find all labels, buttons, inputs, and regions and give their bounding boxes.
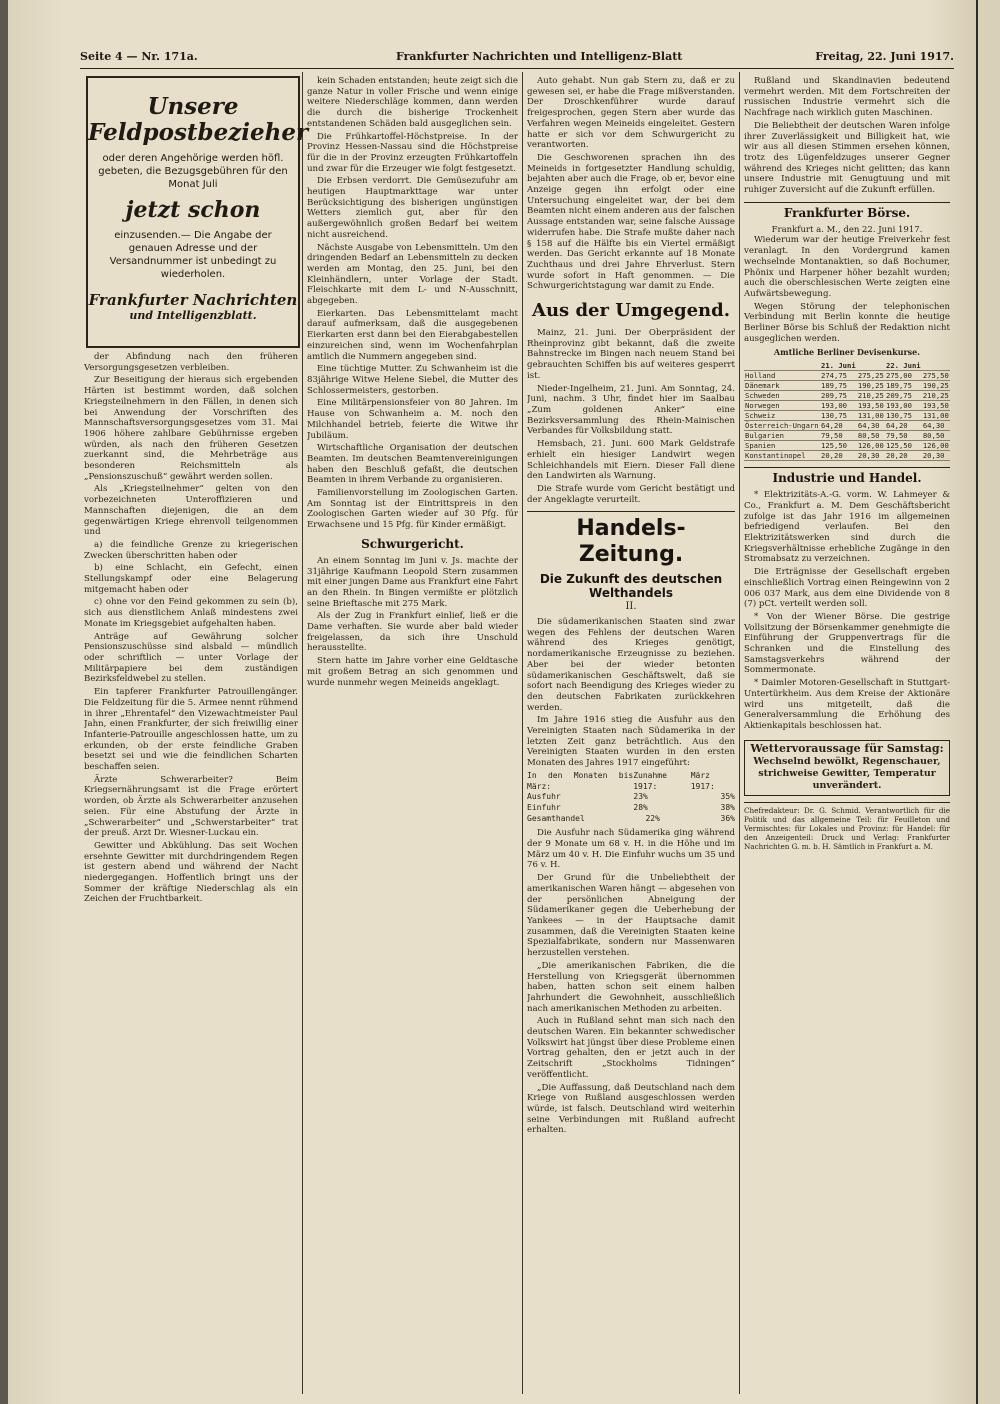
- notice-title: Unsere Feldpostbezieher: [88, 93, 309, 146]
- table-header-row: [744, 361, 950, 371]
- subscription-notice-box: [86, 76, 309, 348]
- table-cell: 189,75: [885, 381, 922, 391]
- article-paragraph: Als der Zug in Frankfurt einlief, ließ er die Dame verhaften. Sie wurde aber bald wieder freigelassen, da sich ihre Unschuld herausstellte.: [307, 611, 518, 654]
- article-paragraph: Zur Beseitigung der hieraus sich ergebenden Härten ist bestimmt worden, daß solchen Kriegsteilnehmern in den Fällen, in denen sich bei Anwendung der Vorschriften des Mannschaftsversorgungsgesetzes vom 31. Mai 1906 höhere zahlbare Gebührnisse ergeben würden, als nach den früheren Gesetzen zuerkannt sind, die Mehrbeträge aus besonderen Reichsmitteln als „Pensionszuschuß“ gewährt werden sollen.: [84, 375, 298, 482]
- article-paragraph: Die Erbsen verdorrt. Die Gemüsezufuhr am heutigen Hauptmarkttage war unter Berücksichtigung des bisherigen ungünstigen Wetters ziemlich gut, aber für den außergewöhnlich großen Bedarf bei weitem nicht ausreichend.: [307, 176, 518, 240]
- industrie-heading: Industrie und Handel.: [744, 467, 950, 486]
- table-cell: 28%: [633, 802, 648, 812]
- article-paragraph: Mainz, 21. Juni. Der Oberpräsident der Rheinprovinz gibt bekannt, daß die zweite Bahnstrecke im Bingen nach neuem Stand bei gebrauchten Schiffen bis auf weiteres gesperrt ist.: [527, 328, 735, 381]
- table-cell: Konstantinopel: [744, 451, 820, 461]
- table-row: [527, 814, 735, 825]
- article-paragraph: Die südamerikanischen Staaten sind zwar wegen des Fehlens der deutschen Waren während des Krieges genötigt, nordamerikanische Erzeugnisse zu beziehen. Aber bei der wieder betonten südamerikanischen Geschäftswelt, daß sie sofort nach Beendigung des Krieges wieder zu den deutschen Fabrikaten zurückkehren werden.: [527, 617, 735, 713]
- article-paragraph: Die Geschworenen sprachen ihn des Meineids in fortgesetzter Handlung schuldig, bejahten aber auch die Frage, ob er, bevor eine Anzeige gegen ihn erfolgt oder eine Untersuchung eingeleitet war, der bei dem Beamten nicht einem anderen aus der falschen Aussage entstanden war, seine falsche Aussage widerrufen habe. Die Strafe mußte daher nach § 158 auf die Hälfte bis ein Viertel ermäßigt werden. Das Gericht erkannte auf 18 Monate Zuchthaus und drei Jahre Ehrverlust. Stern wurde sofort in Haft genommen. — Die Schwurgerichtstagung war damit zu Ende.: [527, 152, 735, 292]
- notice-publisher-sub: und Intelligenzblatt.: [129, 309, 257, 322]
- table-cell: 193,00: [885, 401, 922, 411]
- article-paragraph: c) ohne vor den Feind gekommen zu sein (b), sich aus dienstlichem Anlaß mindestens zwei Monate im Kriegsgebiet aufgehalten haben.: [84, 597, 298, 629]
- devisen-heading: Amtliche Berliner Devisenkurse.: [773, 347, 921, 358]
- article-paragraph: Wiederum war der heutige Freiverkehr fest veranlagt. In den Vordergrund kamen wechselnde Montanaktien, so daß Bochumer, Phönix und Harpener höher bezahlt wurden; auch die oberschlesischen Werte zeigten eine Aufwärtsbewegung.: [744, 235, 950, 299]
- table-cell: 275,50: [922, 371, 949, 381]
- table-row: [744, 371, 950, 381]
- article-paragraph: Gewitter und Abkühlung. Das seit Wochen ersehnte Gewitter mit durchdringendem Regen ist gestern abend und während der Nacht niedergegangen. Hoffentlich bringt uns der Sommer der kräftige Niederschlag als ein Zeichen der Fruchtbarkeit.: [84, 840, 298, 905]
- notice-text: oder deren Angehörige werden höfl. gebeten, die Bezugsgebühren für den Monat Juli: [98, 153, 288, 190]
- table-cell: 20,20: [820, 451, 857, 461]
- table-cell: 64,20: [885, 421, 922, 431]
- table-cell: 190,25: [922, 381, 949, 391]
- table-cell: 20,30: [857, 451, 885, 461]
- table-cell: 210,25: [922, 391, 949, 401]
- table-header-cell: März 1917:: [690, 770, 715, 791]
- article-headline: Die Zukunft des deutschen Welthandels: [539, 572, 723, 601]
- article-paragraph: * Von der Wiener Börse. Die gestrige Vollsitzung der Börsenkammer genehmigte die Einführung der Gruppenvertrags für die Schranken und die Einstellung des Samstagsverkehrs während der Sommermonate.: [744, 611, 950, 676]
- table-cell: 79,50: [885, 431, 922, 441]
- article-paragraph: Die Beliebtheit der deutschen Waren infolge ihrer Zuverlässigkeit und Billigkeit hat, wie wir aus all diesen Stimmen ersehen können, trotz des Lügenfeldzuges unserer Gegner während des Krieges nicht gelitten; das kann unsere Industrie mit Genugtuung und mit ruhiger Zuversicht auf die Zukunft erfüllen.: [744, 120, 950, 196]
- article-paragraph: Im Jahre 1916 stieg die Ausfuhr aus den Vereinigten Staaten nach Südamerika in der letzten Zeit ganz beträchtlich. Aus den Vereinigten Staaten wurden in den ersten Monaten des Jahres 1917 eingeführt:: [527, 715, 735, 769]
- table-cell: Schweiz: [744, 411, 820, 421]
- article-paragraph: Die Strafe wurde vom Gericht bestätigt und der Angeklagte verurteilt.: [527, 483, 735, 505]
- article-paragraph: Rußland und Skandinavien bedeutend vermehrt werden. Mit dem Fortschreiten der russischen Industrie vermehrt sich die Nachfrage nach wirklich guten Maschinen.: [744, 76, 950, 119]
- article-paragraph: Familienvorstellung im Zoologischen Garten. Am Sonntag ist der Eintrittspreis in den Zoologischen Garten wieder auf 30 Pfg. für Erwachsene und 15 Pfg. für Kinder ermäßigt.: [307, 488, 518, 531]
- table-cell: 35%: [720, 792, 735, 802]
- table-cell: 22%: [645, 813, 660, 823]
- table-cell: Ausfuhr: [527, 792, 561, 802]
- table-header-cell: [857, 361, 885, 371]
- table-cell: Holland: [744, 371, 820, 381]
- table-cell: 36%: [720, 813, 735, 823]
- table-cell: 193,50: [857, 401, 884, 411]
- article-paragraph: Stern hatte im Jahre vorher eine Geldtasche mit großem Betrag an sich genommen und wurde nunmehr wegen Meineids angeklagt.: [307, 656, 518, 688]
- article-paragraph: * Elektrizitäts-A.-G. vorm. W. Lahmeyer & Co., Frankfurt a. M. Dem Geschäftsbericht zufolge ist das Jahr 1916 im allgemeinen befriedigend verlaufen. Bei den Elektrizitätswerken sind durch die Kriegsverhältnisse erhebliche Zugänge in den Stromabsatz zu verzeichnen.: [744, 490, 950, 565]
- table-cell: Spanien: [744, 441, 820, 451]
- table-header-cell: In den Monaten bis März:: [527, 770, 634, 791]
- page-header: [80, 50, 954, 68]
- table-cell: 190,25: [857, 381, 884, 391]
- article-paragraph: * Daimler Motoren-Gesellschaft in Stuttgart-Untertürkheim. Aus dem Kreise der Aktionäre wird uns mitgeteilt, daß die Generalversammlung die Erhöhung des Aktienkapitals beschlossen hat.: [744, 678, 950, 731]
- article-part-number: II.: [625, 601, 637, 613]
- table-header-cell: 21. Juni: [821, 361, 856, 371]
- column-rule: [302, 72, 303, 1394]
- article-paragraph: An einem Sonntag im Juni v. Js. machte der 31jährige Kaufmann Leopold Stern zusammen mit einer jungen Dame aus Frankfurt eine Fahrt an den Rhein. In Bingen vermißte er plötzlich seine Brieftasche mit 275 Mark.: [307, 555, 518, 609]
- article-paragraph: b) eine Schlacht, ein Gefecht, einen Stellungskampf oder eine Belagerung mitgemacht haben oder: [84, 563, 298, 595]
- table-cell: 80,50: [922, 431, 950, 441]
- table-row: [744, 411, 950, 421]
- table-cell: 80,50: [857, 431, 885, 441]
- table-cell: 209,75: [885, 391, 922, 401]
- table-cell: 189,75: [820, 381, 857, 391]
- table-cell: 20,30: [922, 451, 950, 461]
- table-cell: Einfuhr: [527, 802, 561, 812]
- article-paragraph: Eierkarten. Das Lebensmittelamt macht darauf aufmerksam, daß die ausgegebenen Eierkarten erst dann bei den Eierabgabestellen einzureichen sind, wenn im Wochenfahrplan amtlich die Nummern angegeben sind.: [307, 308, 518, 362]
- table-row: [744, 431, 950, 441]
- next-page-edge: [976, 0, 1000, 1404]
- table-cell: 126,00: [857, 441, 884, 451]
- article-paragraph: Die Frühkartoffel-Höchstpreise. In der Provinz Hessen-Nassau sind die Höchstpreise für die in der Provinz erzeugten Frühkartoffeln und zwar für die Erzeuger wie folgt festgesetzt.: [307, 131, 518, 174]
- weather-forecast: Wechselnd bewölkt, Regenschauer, strichweise Gewitter, Temperatur unverändert.: [753, 756, 941, 792]
- article-paragraph: a) die feindliche Grenze zu kriegerischen Zwecken überschritten haben oder: [84, 539, 298, 561]
- table-cell: Schweden: [744, 391, 820, 401]
- table-cell: 125,50: [885, 441, 922, 451]
- header-masthead: Frankfurter Nachrichten und Intelligenz-Blatt: [396, 50, 683, 63]
- article-paragraph: Eine Militärpensionsfeier von 80 Jahren. Im Hause von Schwanheim a. M. noch den Milchhandel betrieb, feierte die Witwe ihr Jubiläum.: [307, 398, 518, 441]
- article-paragraph: Auch in Rußland sehnt man sich nach den deutschen Waren. Ein bekannter schwedischer Volkswirt hat jüngst über diese Probleme einen Vortrag gehalten, den er jetzt auch in der Zeitschrift „Stockholms Tidningen“ veröffentlicht.: [527, 1016, 735, 1080]
- notice-highlight: jetzt schon: [125, 197, 261, 223]
- table-cell: 64,20: [820, 421, 857, 431]
- column-rule: [739, 72, 740, 1394]
- table-row: [527, 792, 735, 803]
- boerse-heading: Frankfurter Börse.: [744, 202, 950, 221]
- impressum: Chefredakteur: Dr. G. Schmid. Verantwortlich für die Politik und das allgemeine Teil: für Feuilleton und Vermischtes: für Lokales und Provinz: für Handel: für den Anzeigenteil: Druck und Verlag: Frankfurter Nachrichten G. m. b. H. Sämtlich in Frankfurt a. M.: [744, 802, 950, 851]
- trade-table-header: [527, 771, 735, 792]
- article-paragraph: Nieder-Ingelheim, 21. Juni. Am Sonntag, 24. Juni, nachm. 3 Uhr, findet hier im Saalbau „Zum goldenen Anker“ eine Bezirksversammlung des Rhein-Mainischen Verbandes für Volksbildung statt.: [527, 383, 735, 437]
- table-row: [744, 421, 950, 431]
- table-cell: 20,20: [885, 451, 922, 461]
- table-cell: 23%: [633, 792, 648, 802]
- article-paragraph: Als „Kriegsteilnehmer“ gelten von den vorbezeichneten Unteroffizieren und Mannschaften diejenigen, die an dem gegenwärtigen Kriege ehrenvoll teilgenommen und: [84, 484, 298, 538]
- table-header-cell: [922, 361, 950, 371]
- table-cell: 126,00: [922, 441, 949, 451]
- notice-publisher: Frankfurter Nachrichten: [88, 291, 298, 309]
- table-row: [744, 401, 950, 411]
- article-paragraph: Nächste Ausgabe von Lebensmitteln. Um den dringenden Bedarf an Lebensmitteln zu decken werden am Montag, den 25. Juni, bei den Kleinhändlern, unter Vorlage der Stadt. Fleischkarte mit dem L- und N-Ausschnitt, abgegeben.: [307, 242, 518, 307]
- section-heading: Aus der Umgegend.: [532, 300, 730, 322]
- table-cell: 131,00: [922, 411, 949, 421]
- article-paragraph: Wegen Störung der telephonischen Verbindung mit Berlin konnte die heutige Berliner Börse bis Schluß der Redaktion nicht ausgeglichen werden.: [744, 301, 950, 344]
- article-paragraph: Der Grund für die Unbeliebtheit der amerikanischen Waren hängt — abgesehen von der persönlichen Abneigung der Südamerikaner gegen die Ueberhebung der Yankees — in der Hauptsache damit zusammen, daß die Vereinigten Staaten keine Spezialfabrikate, sondern nur Massenwaren herzustellen verstehen.: [527, 873, 735, 959]
- devisen-table: [744, 361, 950, 461]
- table-cell: 275,25: [857, 371, 884, 381]
- table-cell: 64,30: [857, 421, 885, 431]
- weather-box: [744, 740, 950, 797]
- column-4: [744, 76, 950, 1398]
- article-paragraph: Eine tüchtige Mutter. Zu Schwanheim ist die 83jährige Witwe Helene Siebel, die Mutter des Schlossermeisters, gestorben.: [307, 364, 518, 396]
- table-row: [744, 451, 950, 461]
- article-paragraph: Anträge auf Gewährung solcher Pensionszuschüsse sind alsbald — mündlich oder schriftlich — unter Vorlage der Militärpapiere bei dem zuständigen Bezirksfeldwebel zu stellen.: [84, 631, 298, 685]
- section-heading: Schwurgericht.: [361, 536, 464, 551]
- table-cell: 193,00: [820, 401, 857, 411]
- handels-zeitung-title: Handels-Zeitung.: [527, 511, 735, 568]
- article-paragraph: „Die Auffassung, daß Deutschland nach dem Kriege von Rußland ausgeschlossen werden würde, ist falsch. Deutschland wird weiterhin seine Verbindungen mit Rußland aufrecht erhalten.: [527, 1082, 735, 1136]
- article-paragraph: kein Schaden entstanden; heute zeigt sich die ganze Natur in voller Frische und wenn einige weitere Niederschläge kommen, dann werden die durch die bisherige Trockenheit entstandenen Schäden bald ausgeglichen sein.: [307, 76, 518, 129]
- table-header-cell: Zunahme 1917:: [633, 770, 667, 791]
- table-cell: Norwegen: [744, 401, 820, 411]
- column-1: [84, 352, 298, 1398]
- table-cell: 64,30: [922, 421, 950, 431]
- table-row: [744, 381, 950, 391]
- table-cell: 38%: [720, 802, 735, 812]
- article-paragraph: Ein tapferer Frankfurter Patrouillengänger. Die Feldzeitung für die 5. Armee nennt rühmend in ihrer „Ehrentafel“ den Vizewachtmeister Paul Jahn, einen Frankfurter, der sich freiwillig einer Infanterie-Patrouille angeschlossen hatte, um zu erkunden, ob der erste feindliche Graben besetzt sei und wie die feindlichen Scharten beschaffen seien.: [84, 687, 298, 773]
- table-cell: 79,50: [820, 431, 857, 441]
- table-cell: 210,25: [857, 391, 884, 401]
- article-paragraph: Die Erträgnisse der Gesellschaft ergeben einschließlich Vortrag einen Reingewinn von 2 006 037 Mark, aus dem eine Dividende von 8 (7) pCt. verteilt werden soll.: [744, 567, 950, 610]
- table-cell: 193,50: [922, 401, 949, 411]
- trade-table: [527, 771, 735, 825]
- table-cell: Österreich-Ungarn: [745, 421, 819, 431]
- table-header-cell: [744, 361, 820, 371]
- article-paragraph: „Die amerikanischen Fabriken, die die Herstellung von Kriegsgerät übernommen haben, hatten schon seit einem halben Jahrhundert die Gewohnheit, ausschließlich nach amerikanischen Methoden zu arbeiten.: [527, 960, 735, 1014]
- article-paragraph: Ärzte Schwerarbeiter? Beim Kriegsernährungsamt ist die Frage erörtert worden, ob Ärzte als Schwerarbeiter anzusehen seien. Für eine Abstufung der Ärzte in „Schwerarbeiter“ und „Schwerstarbeiter“ trat der preuß. Arzt Dr. Wiesner-Luckau ein.: [84, 774, 298, 839]
- table-cell: Bulgarien: [744, 431, 820, 441]
- column-rule: [522, 72, 523, 1394]
- article-paragraph: Hemsbach, 21. Juni. 600 Mark Geldstrafe erhielt ein hiesiger Landwirt wegen Schleichhandels mit Eiern. Dieser Fall diene den Landwirten als Warnung.: [527, 439, 735, 482]
- article-paragraph: Auto gehabt. Nun gab Stern zu, daß er zu gewesen sei, er habe die Frage mißverstanden. Der Droschkenführer wurde darauf freigesprochen, gegen Stern aber wurde das Verfahren wegen Meineids eingeleitet. Gestern hatte er sich vor dem Schwurgericht zu verantworten.: [527, 76, 735, 151]
- table-cell: 209,75: [820, 391, 857, 401]
- header-page-number: Seite 4 — Nr. 171a.: [80, 50, 198, 63]
- table-cell: 125,50: [820, 441, 857, 451]
- table-cell: 275,00: [885, 371, 922, 381]
- table-row: [744, 441, 950, 451]
- boerse-dateline: Frankfurt a. M., den 22. Juni 1917.: [771, 224, 923, 235]
- article-paragraph: Wirtschaftliche Organisation der deutschen Beamten. Im deutschen Beamtenvereinigungen haben den Beschluß gefaßt, die deutschen Beamten in ihrem Verbande zu organisieren.: [307, 443, 518, 486]
- header-date: Freitag, 22. Juni 1917.: [815, 50, 954, 63]
- article-paragraph: der Abfindung nach den früheren Versorgungsgesetzen verbleiben.: [84, 352, 298, 373]
- table-cell: 131,00: [857, 411, 884, 421]
- column-3: [527, 76, 735, 1398]
- table-cell: 274,75: [820, 371, 857, 381]
- column-2: [307, 76, 518, 1398]
- table-row: [744, 391, 950, 401]
- table-row: [527, 803, 735, 814]
- weather-title: Wettervoraussage für Samstag:: [750, 741, 944, 755]
- table-cell: Dänemark: [744, 381, 820, 391]
- article-paragraph: Die Ausfuhr nach Südamerika ging während der 9 Monate um 68 v. H. in die Höhe und im März um 40 v. H. Die Einfuhr wuchs um 35 und 76 v. H.: [527, 828, 735, 871]
- table-cell: 130,75: [820, 411, 857, 421]
- notice-text-2: einzusenden.— Die Angabe der genauen Adresse und der Versandnummer ist unbedingt zu wiederholen.: [109, 230, 277, 280]
- table-cell: 130,75: [885, 411, 922, 421]
- table-cell: Gesamthandel: [527, 813, 585, 823]
- table-header-cell: 22. Juni: [886, 361, 921, 371]
- header-rule: [80, 68, 954, 69]
